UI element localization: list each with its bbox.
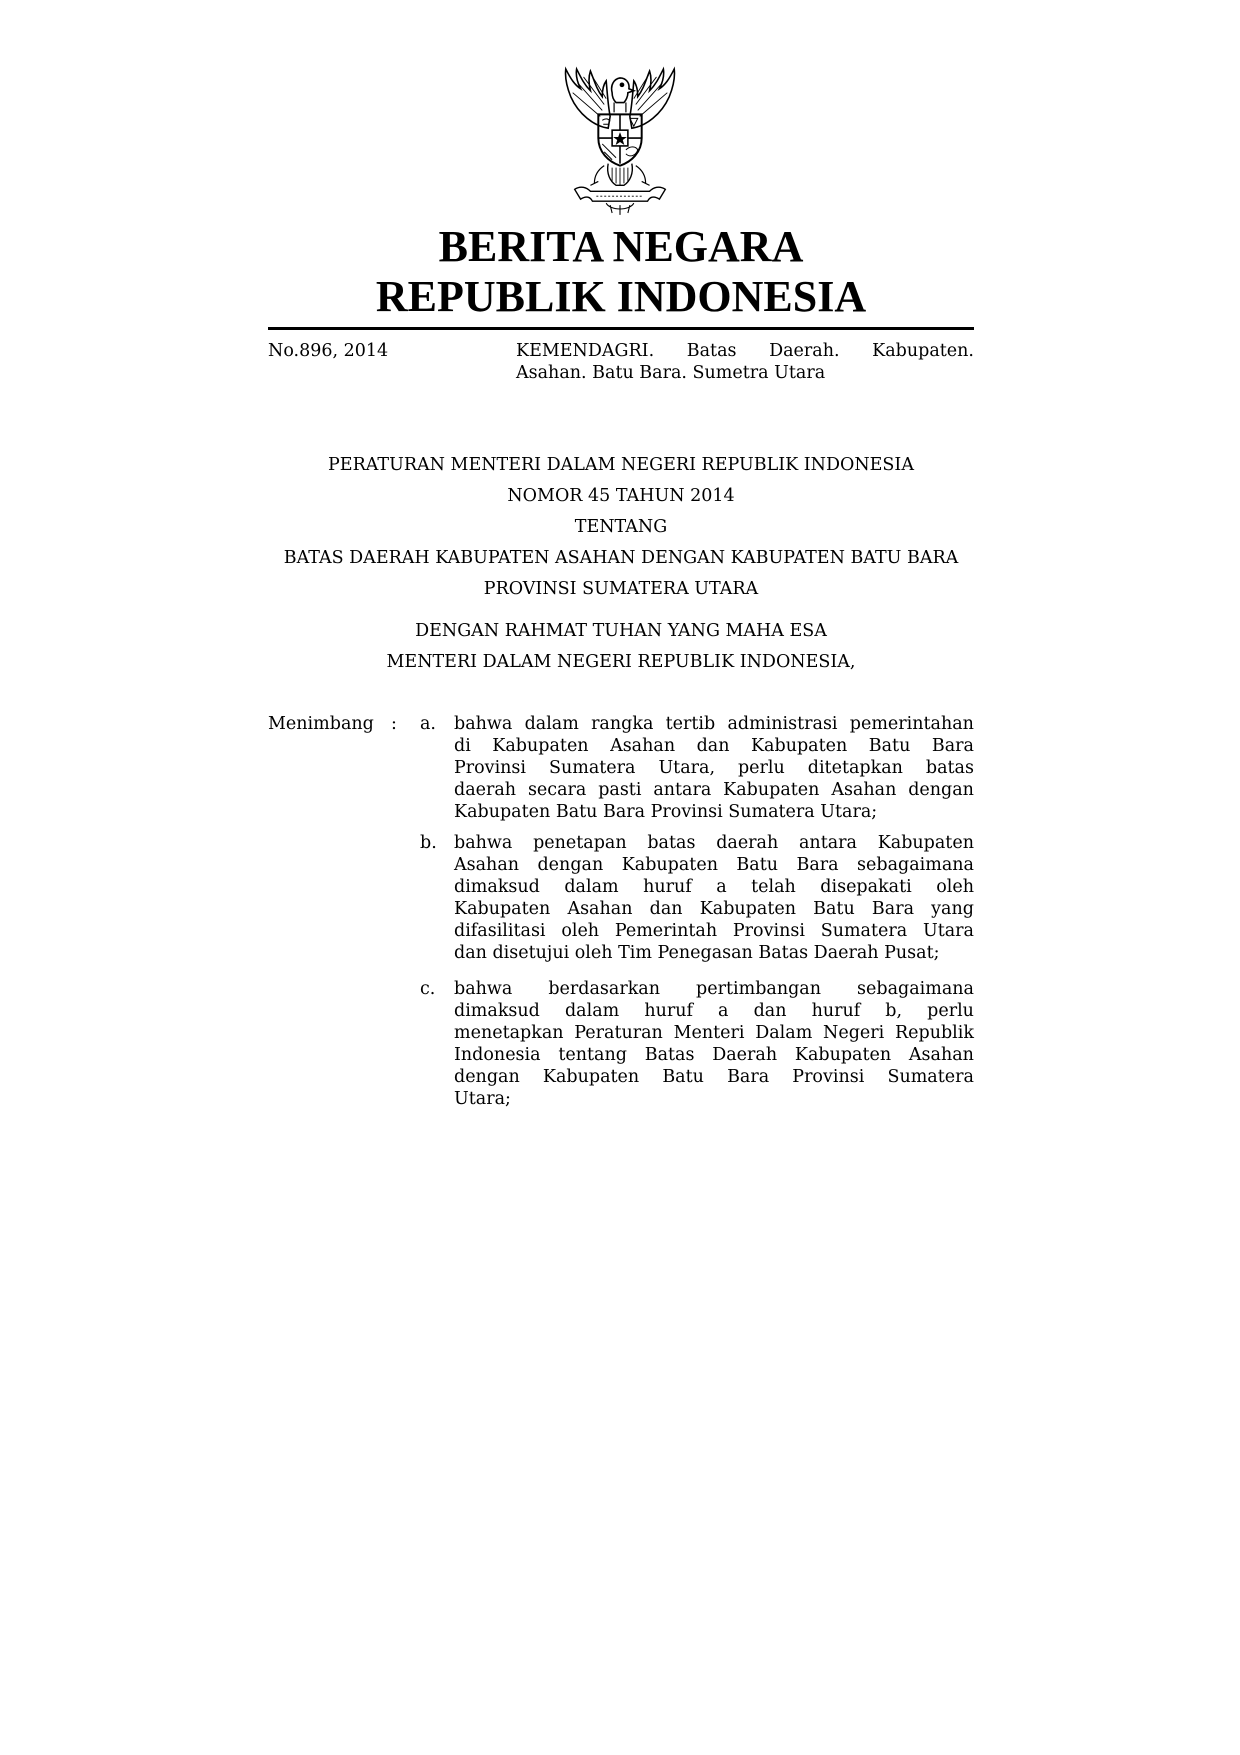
- regulation-subject-line-2: PROVINSI SUMATERA UTARA: [483, 579, 759, 599]
- item-word: Kabupaten: [621, 855, 718, 875]
- subject-word: KEMENDAGRI.: [516, 341, 655, 361]
- item-word: Kabupaten: [454, 899, 551, 919]
- item-word: huruf: [644, 1001, 693, 1021]
- item-word: Kabupaten: [492, 736, 589, 756]
- item-word: Kabupaten: [699, 899, 796, 919]
- item-line: [454, 876, 974, 898]
- item-word: dalam: [564, 1001, 620, 1021]
- item-word: Bara: [796, 855, 839, 875]
- item-word: Peraturan: [574, 1023, 663, 1043]
- item-word: Kabupaten: [794, 1045, 892, 1065]
- regulation-type: PERATURAN MENTERI DALAM NEGERI REPUBLIK INDONESIA: [328, 455, 914, 475]
- item-marker: b.: [420, 833, 437, 853]
- item-word: huruf: [643, 877, 692, 897]
- item-line: [454, 854, 974, 876]
- item-word: antara: [798, 833, 857, 853]
- item-word: disepakati: [820, 877, 912, 897]
- item-word: dalam: [524, 714, 579, 734]
- item-word: Asahan: [831, 780, 897, 800]
- masthead-line-1: BERITA NEGARA: [438, 222, 804, 271]
- item-word: Batu: [736, 855, 779, 875]
- regulation-title: [268, 450, 974, 678]
- item-word: Menteri: [673, 1023, 745, 1043]
- item-word: Negeri: [823, 1023, 885, 1043]
- item-word: Bara: [727, 1067, 770, 1087]
- item-word: Utara: [922, 921, 974, 941]
- item-last-line: Utara;: [454, 1089, 511, 1109]
- item-word: Batu: [868, 736, 911, 756]
- item-word: perlu: [737, 758, 785, 778]
- item-word: oleh: [561, 921, 600, 941]
- item-line: [454, 1000, 974, 1022]
- item-line: [454, 898, 974, 920]
- item-word: Batas: [644, 1045, 695, 1065]
- item-line: [454, 832, 974, 854]
- masthead-divider: [268, 327, 974, 330]
- item-line: [454, 779, 974, 801]
- gazette-subject: [516, 340, 974, 384]
- item-word: huruf: [811, 1001, 861, 1021]
- item-word: Bara: [931, 736, 974, 756]
- item-word: Kabupaten: [750, 736, 848, 756]
- item-line: [454, 757, 974, 779]
- item-word: daerah: [716, 833, 779, 853]
- item-word: Provinsi: [732, 921, 805, 941]
- item-word: Kabupaten: [877, 833, 974, 853]
- item-word: dan: [696, 736, 730, 756]
- item-line: [454, 1066, 974, 1088]
- item-word: difasilitasi: [454, 921, 546, 941]
- item-word: Asahan: [610, 736, 676, 756]
- item-text: [454, 713, 974, 823]
- item-word: Kabupaten: [723, 780, 820, 800]
- item-line: [454, 735, 974, 757]
- item-word: yang: [931, 899, 974, 919]
- item-marker: a.: [420, 714, 436, 734]
- item-word: bahwa: [454, 714, 513, 734]
- item-word: Sumatera: [887, 1067, 974, 1087]
- invocation: DENGAN RAHMAT TUHAN YANG MAHA ESA: [415, 621, 827, 641]
- item-word: bahwa: [454, 833, 513, 853]
- item-word: rangka: [591, 714, 654, 734]
- item-word: a: [718, 1001, 729, 1021]
- item-word: a: [716, 877, 727, 897]
- item-word: b,: [885, 1001, 903, 1021]
- item-word: bahwa: [454, 979, 513, 999]
- item-last-line: dan disetujui oleh Tim Penegasan Batas Daerah Pusat;: [454, 943, 940, 963]
- item-word: dimaksud: [454, 1001, 540, 1021]
- item-word: pemerintahan: [849, 714, 974, 734]
- item-word: sebagaimana: [857, 979, 974, 999]
- item-word: dan: [753, 1001, 787, 1021]
- item-word: sebagaimana: [857, 855, 974, 875]
- item-line: [454, 1022, 974, 1044]
- regulation-about: TENTANG: [574, 517, 668, 537]
- item-word: Republik: [894, 1023, 974, 1043]
- item-word: batas: [925, 758, 974, 778]
- garuda-pancasila-emblem-icon: [551, 66, 689, 216]
- masthead-line-2: REPUBLIK INDONESIA: [375, 272, 867, 321]
- item-word: daerah: [454, 780, 517, 800]
- item-line: [454, 920, 974, 942]
- item-word: dalam: [564, 877, 619, 897]
- item-word: ditetapkan: [807, 758, 903, 778]
- item-word: dimaksud: [454, 877, 540, 897]
- gazette-number: No.896, 2014: [268, 341, 389, 361]
- item-marker: c.: [420, 979, 436, 999]
- item-word: Bara: [871, 899, 914, 919]
- item-text: [454, 978, 974, 1110]
- item-word: dan: [649, 899, 683, 919]
- item-word: dengan: [537, 855, 604, 875]
- item-word: administrasi: [727, 714, 838, 734]
- item-word: Sumatera: [548, 758, 636, 778]
- gazette-subject-line-2: Asahan. Batu Bara. Sumetra Utara: [516, 363, 826, 383]
- item-word: tertib: [665, 714, 716, 734]
- regulation-number: NOMOR 45 TAHUN 2014: [507, 486, 735, 506]
- item-word: Indonesia: [454, 1045, 541, 1065]
- item-word: pertimbangan: [696, 979, 822, 999]
- item-line: [454, 1044, 974, 1066]
- item-word: Kabupaten: [542, 1067, 640, 1087]
- item-word: antara: [653, 780, 712, 800]
- item-word: Asahan: [454, 855, 520, 875]
- item-word: berdasarkan: [548, 979, 661, 999]
- item-line: [454, 978, 974, 1000]
- item-word: oleh: [936, 877, 974, 897]
- item-word: Daerah: [712, 1045, 778, 1065]
- subject-word: Kabupaten.: [872, 341, 974, 361]
- item-word: pasti: [598, 780, 642, 800]
- item-word: telah: [751, 877, 796, 897]
- gazette-masthead: [268, 222, 974, 322]
- subject-word: Batas: [686, 341, 737, 361]
- item-word: Provinsi: [454, 758, 527, 778]
- title-spacer: [268, 605, 974, 616]
- item-word: Asahan: [908, 1045, 974, 1065]
- item-word: Pemerintah: [614, 921, 718, 941]
- item-word: menetapkan: [454, 1023, 564, 1043]
- considering-colon: :: [391, 714, 397, 734]
- item-word: Provinsi: [792, 1067, 865, 1087]
- item-word: Dalam: [755, 1023, 813, 1043]
- item-word: dengan: [908, 780, 974, 800]
- item-word: Sumatera: [820, 921, 908, 941]
- subject-word: Daerah.: [769, 341, 840, 361]
- item-word: di: [454, 736, 471, 756]
- item-word: Asahan: [567, 899, 633, 919]
- item-word: Utara,: [658, 758, 716, 778]
- regulation-subject-line-1: BATAS DAERAH KABUPATEN ASAHAN DENGAN KABUPATEN BATU BARA: [283, 548, 959, 568]
- item-last-line: Kabupaten Batu Bara Provinsi Sumatera Utara;: [454, 802, 878, 822]
- item-word: Batu: [662, 1067, 704, 1087]
- item-line: [454, 713, 974, 735]
- item-text: [454, 832, 974, 964]
- item-word: tentang: [558, 1045, 627, 1065]
- item-word: batas: [647, 833, 696, 853]
- enacting-authority: MENTERI DALAM NEGERI REPUBLIK INDONESIA,: [386, 652, 856, 672]
- item-word: dengan: [454, 1067, 520, 1087]
- item-word: penetapan: [533, 833, 627, 853]
- considering-label: Menimbang: [268, 714, 374, 734]
- item-word: perlu: [927, 1001, 974, 1021]
- gazette-subject-line-1: [516, 340, 974, 362]
- item-word: secara: [527, 780, 587, 800]
- item-word: Batu: [813, 899, 855, 919]
